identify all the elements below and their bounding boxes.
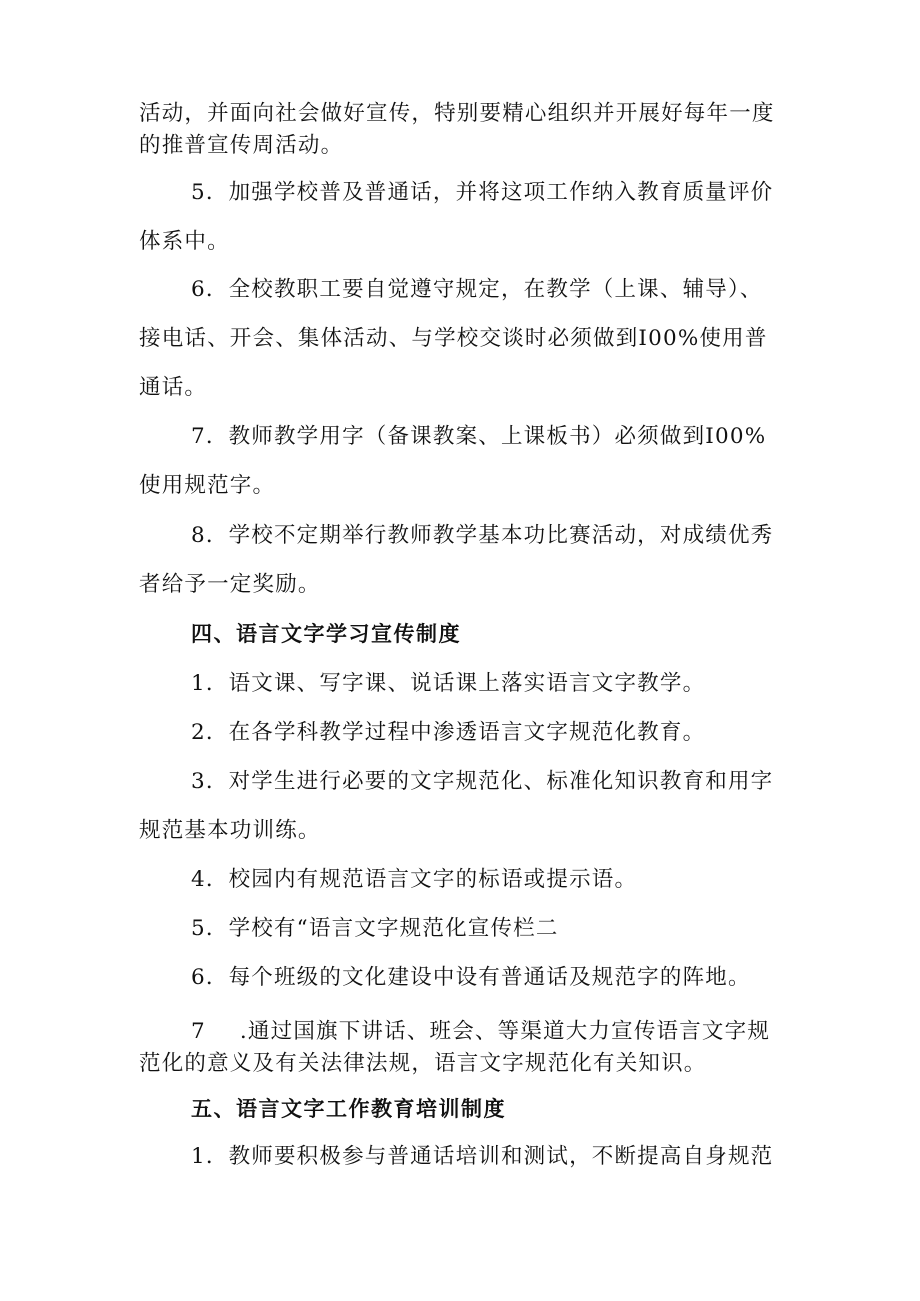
list-item-line: 8．学校不定期举行教师教学基本功比赛活动，对成绩优秀 <box>191 523 774 548</box>
list-item-line: 5．学校有“语言文字规范化宣传栏二 <box>191 916 559 941</box>
list-item-line: 5．加强学校普及普通话，并将这项工作纳入教育质量评价 <box>191 180 774 205</box>
paragraph-line: 活动，并面向社会做好宣传，特别要精心组织并开展好每年一度 <box>139 101 775 126</box>
section-heading: 四、语言文字学习宣传制度 <box>191 622 461 646</box>
paragraph-line: 接电话、开会、集体活动、与学校交谈时必须做到I00%使用普 <box>139 326 768 351</box>
list-item-line: 4．校园内有规范语言文字的标语或提示语。 <box>191 867 638 892</box>
list-item-line: 2．在各学科教学过程中渗透语言文字规范化教育。 <box>191 720 706 745</box>
list-item-line: 6．全校教职工要自觉遵守规定，在教学（上课、辅导）、 <box>191 277 763 302</box>
section-heading: 五、语言文字工作教育培训制度 <box>191 1097 506 1121</box>
list-item-line: 1．教师要积极参与普通话培训和测试，不断提高自身规范 <box>191 1144 774 1169</box>
list-item-line: 6．每个班级的文化建设中设有普通话及规范字的阵地。 <box>191 965 751 990</box>
paragraph-line: 体系中。 <box>139 229 230 254</box>
paragraph-line: 范化的意义及有关法律法规，语言文字规范化有关知识。 <box>139 1051 707 1076</box>
list-item-line <box>191 1017 770 1047</box>
list-item-number: 7 <box>191 1019 206 1044</box>
paragraph-line: 规范基本功训练。 <box>139 818 321 843</box>
list-item-line: 1．语文课、写字课、说话课上落实语言文字教学。 <box>191 671 706 696</box>
paragraph-line: 使用规范字。 <box>139 473 276 498</box>
paragraph-line: 通话。 <box>139 375 208 400</box>
paragraph-line: 者给予一定奖励。 <box>139 572 321 597</box>
list-item-line: 3．对学生进行必要的文字规范化、标准化知识教育和用字 <box>191 769 774 794</box>
list-item-line: 7．教师教学用字（备课教案、上课板书）必须做到I00% <box>191 424 767 449</box>
list-item-text: .通过国旗下讲话、班会、等渠道大力宣传语言文字规 <box>239 1019 771 1044</box>
paragraph-line: 的推普宣传周活动。 <box>139 133 344 158</box>
